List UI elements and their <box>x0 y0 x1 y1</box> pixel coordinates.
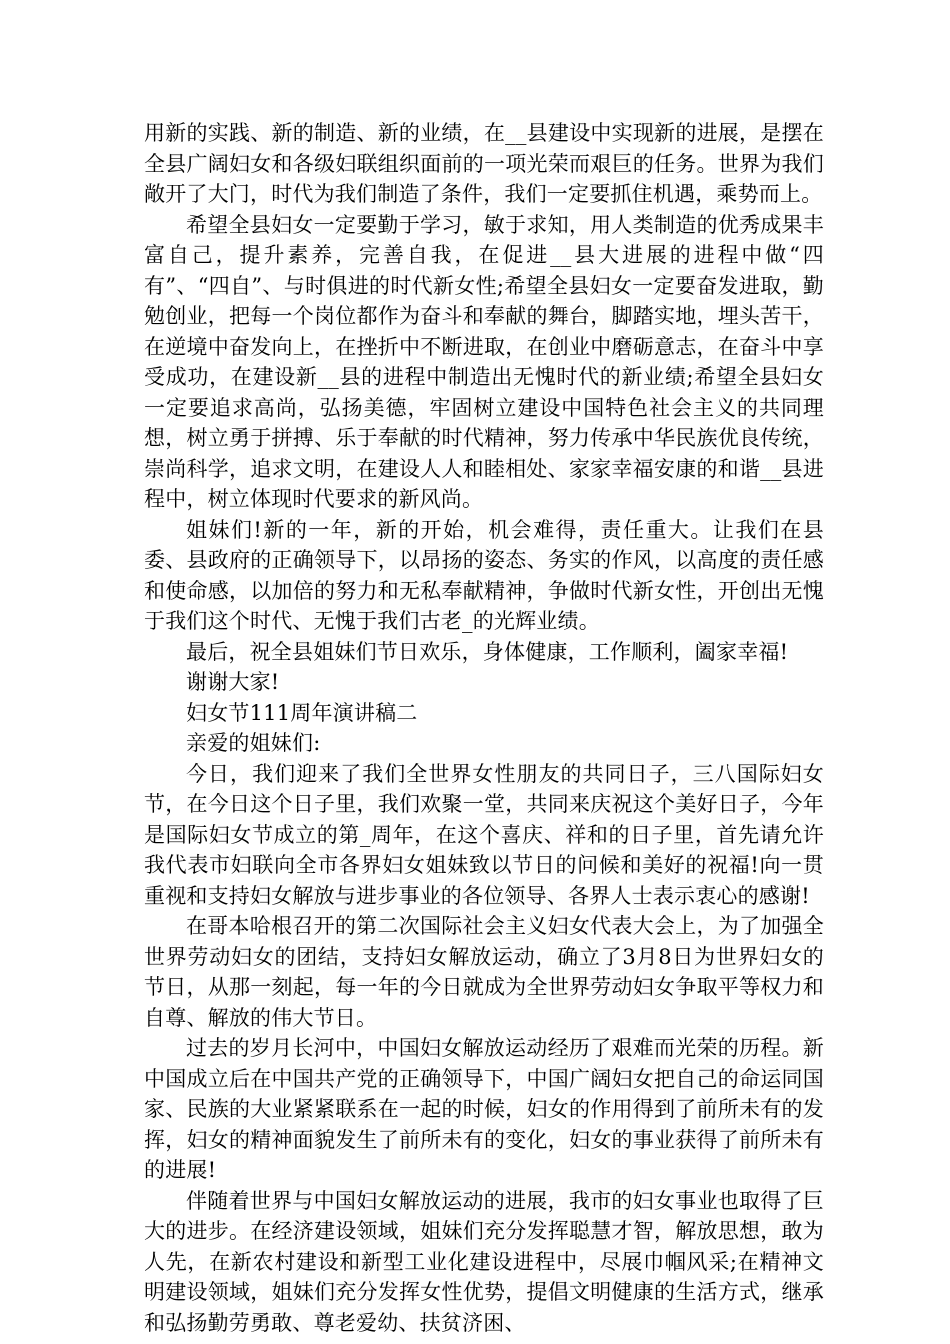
paragraph-8: 伴随着世界与中国妇女解放运动的进展，我市的妇女事业也取得了巨大的进步。在经济建设领域，姐妹们充分发挥聪慧才智，解放思想，敢为人先，在新农村建设和新型工业化建设进程中，尽展巾帼风采;在精神文明建设领域，姐妹们充分发挥女性优势，提倡文明健康的生活方式，继承和弘扬勤劳勇敢、尊老爱幼、扶贫济困、 <box>144 1188 824 1335</box>
paragraph-3: 姐妹们!新的一年，新的开始，机会难得，责任重大。让我们在县委、县政府的正确领导下，以昂扬的姿态、务实的作风，以高度的责任感和使命感，以加倍的努力和无私奉献精神，争做时代新女性，开创出无愧于我们这个时代、无愧于我们古老_的光辉业绩。 <box>144 517 824 633</box>
paragraph-5: 今日，我们迎来了我们全世界女性朋友的共同日子，三八国际妇女节，在今日这个日子里，我们欢聚一堂，共同来庆祝这个美好日子，今年是国际妇女节成立的第_周年，在这个喜庆、祥和的日子里，首先请允许我代表市妇联向全市各界妇女姐妹致以节日的问候和美好的祝福!向一贯重视和支持妇女解放与进步事业的各位领导、各界人士表示衷心的感谢! <box>144 761 824 908</box>
paragraph-4: 最后，祝全县姐妹们节日欢乐，身体健康，工作顺利，阖家幸福! <box>186 639 789 664</box>
salutation: 亲爱的姐妹们: <box>186 731 321 755</box>
paragraph-2: 希望全县妇女一定要勤于学习，敏于求知，用人类制造的优秀成果丰富自己，提升素养，完善自我，在促进__县大进展的进程中做“四有”、“四自”、与时俱进的时代新女性;希望全县妇女一定要奋发进取，勤勉创业，把每一个岗位都作为奋斗和奉献的舞台，脚踏实地，埋头苦干，在逆境中奋发向上，在挫折中不断进取，在创业中磨砺意志，在奋斗中享受成功，在建设新__县的进程中制造出无愧时代的新业绩;希望全县妇女一定要追求高尚，弘扬美德，牢固树立建设中国特色社会主义的共同理想，树立勇于拼搏、乐于奉献的时代精神，努力传承中华民族优良传统，崇尚科学，追求文明，在建设人人和睦相处、家家幸福安康的和谐__县进程中，树立体现时代要求的新风尚。 <box>144 212 824 511</box>
paragraph-6: 在哥本哈根召开的第二次国际社会主义妇女代表大会上，为了加强全世界劳动妇女的团结，支持妇女解放运动，确立了3月8日为世界妇女的节日，从那一刻起，每一年的今日就成为全世界劳动妇女争取平等权力和自尊、解放的伟大节日。 <box>144 914 824 1030</box>
section-title: 妇女节111周年演讲稿二 <box>186 700 418 725</box>
paragraph-7: 过去的岁月长河中，中国妇女解放运动经历了艰难而光荣的历程。新中国成立后在中国共产党的正确领导下，中国广阔妇女把自己的命运同国家、民族的大业紧紧联系在一起的时候，妇女的作用得到了前所未有的发挥，妇女的精神面貌发生了前所未有的变化，妇女的事业获得了前所未有的进展! <box>144 1036 824 1182</box>
document-page <box>144 118 824 1338</box>
paragraph-thanks: 谢谢大家! <box>186 670 280 694</box>
paragraph-1: 用新的实践、新的制造、新的业绩，在__县建设中实现新的进展，是摆在全县广阔妇女和各级妇联组织面前的一项光荣而艰巨的任务。世界为我们敞开了大门，时代为我们制造了条件，我们一定要抓住机遇，乘势而上。 <box>144 121 824 206</box>
